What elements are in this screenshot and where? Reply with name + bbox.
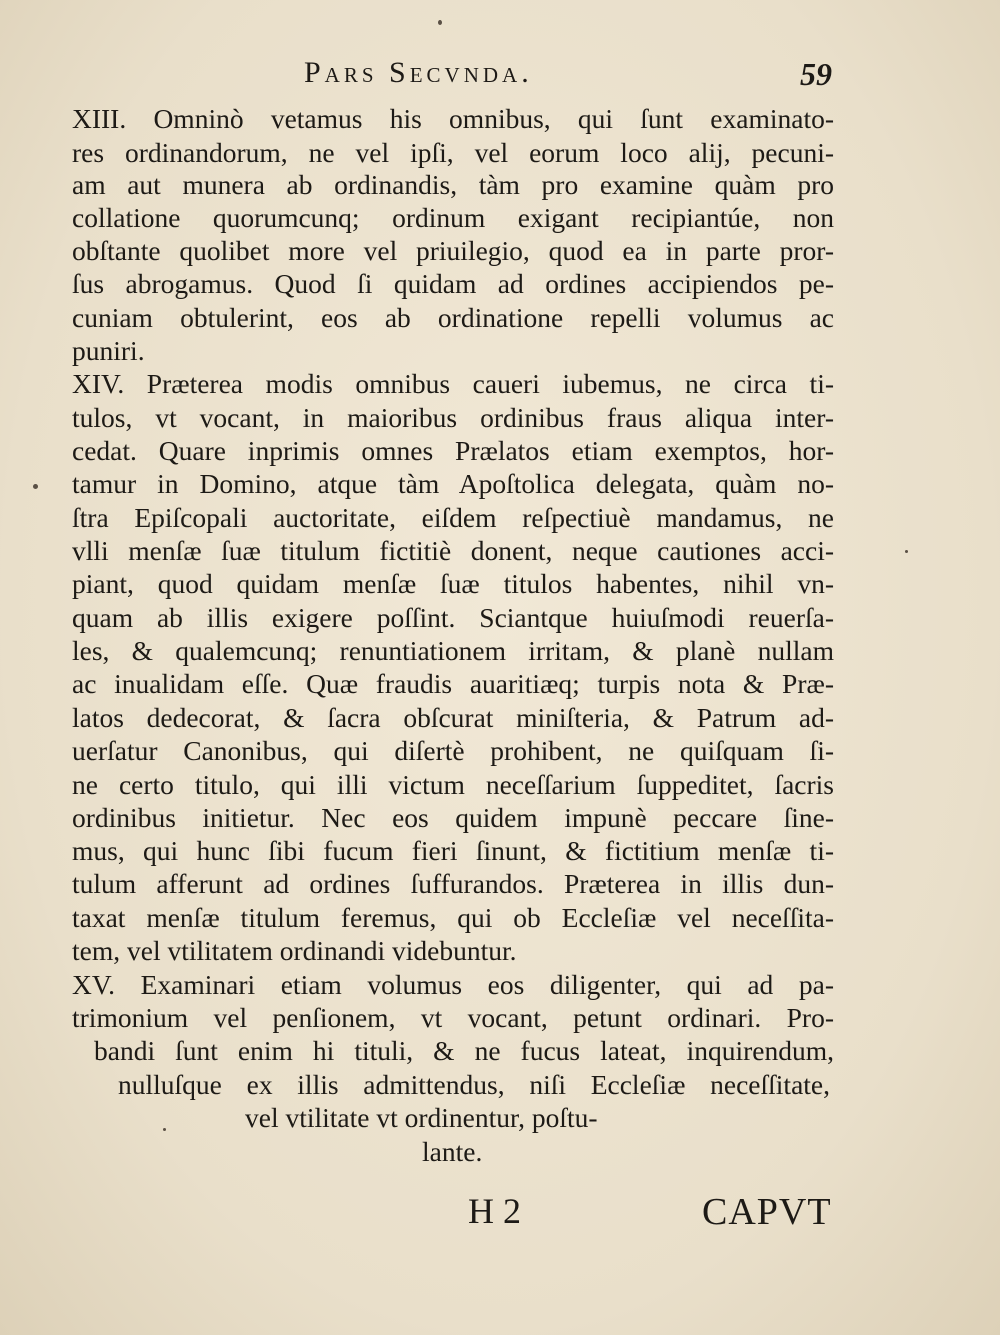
text-line: collatione quorumcunq; ordinum exigant recipiantúe, non bbox=[72, 202, 834, 233]
text-line: tulos, vt vocant, in maioribus ordinibus fraus aliqua inter- bbox=[72, 402, 834, 433]
text-line: ſtra Epiſcopali auctoritate, eiſdem reſpectiuè mandamus, ne bbox=[72, 502, 834, 533]
text-line: am aut munera ab ordinandis, tàm pro examine quàm pro bbox=[72, 169, 834, 200]
text-line: ſus abrogamus. Quod ſi quidam ad ordines accipiendos pe- bbox=[72, 268, 834, 299]
text-line: tem, vel vtilitatem ordinandi videbuntur. bbox=[72, 935, 517, 966]
text-line: tamur in Domino, atque tàm Apoſtolica delegata, quàm no- bbox=[72, 468, 834, 499]
text-line: les, & qualemcunq; renuntiationem irritam, & planè nullam bbox=[72, 635, 834, 666]
text-line: tulum afferunt ad ordines ſuffurandos. Præterea in illis dun- bbox=[72, 868, 834, 899]
ink-speck bbox=[163, 1128, 166, 1131]
text-line: XIII. Omninò vetamus his omnibus, qui ſunt examinato- bbox=[72, 103, 834, 134]
text-line: res ordinandorum, ne vel ipſi, vel eorum loco alij, pecuni- bbox=[72, 137, 834, 168]
text-line: lante. bbox=[422, 1136, 483, 1167]
text-line: mus, qui hunc ſibi fucum fieri ſinunt, & fictitium menſæ ti- bbox=[72, 835, 834, 866]
catchword: CAPVT bbox=[702, 1191, 832, 1233]
text-line: uerſatur Canonibus, qui diſertè prohibent, ne quiſquam ſi- bbox=[72, 735, 834, 766]
text-line: XIV. Præterea modis omnibus caueri iubemus, ne circa ti- bbox=[72, 368, 834, 399]
text-line: cedat. Quare inprimis omnes Prælatos etiam exemptos, hor- bbox=[72, 435, 834, 466]
text-line: trimonium vel penſionem, vt vocant, petunt ordinari. Pro- bbox=[72, 1002, 834, 1033]
ink-speck bbox=[905, 550, 908, 553]
text-line: ne certo titulo, qui illi victum neceſſarium ſuppeditet, ſacris bbox=[72, 769, 834, 800]
text-line: puniri. bbox=[72, 335, 145, 366]
text-line: nulluſque ex illis admittendus, niſi Eccleſiæ neceſſitate, bbox=[118, 1069, 830, 1100]
text-line: taxat menſæ titulum feremus, qui ob Eccleſiæ vel neceſſita- bbox=[72, 902, 834, 933]
text-line: ac inualidam eſſe. Quæ fraudis auaritiæq; turpis nota & Præ- bbox=[72, 668, 834, 699]
signature-mark: H 2 bbox=[468, 1191, 521, 1231]
text-line: vlli menſæ ſuæ titulum fictitiè donent, neque cautiones acci- bbox=[72, 535, 834, 566]
text-line: XV. Examinari etiam volumus eos diligenter, qui ad pa- bbox=[72, 969, 834, 1000]
text-line: bandi ſunt enim hi tituli, & ne fucus lateat, inquirendum, bbox=[94, 1035, 834, 1066]
text-line: quam ab illis exigere poſſint. Sciantque huiuſmodi reuerſa- bbox=[72, 602, 834, 633]
text-line: piant, quod quidam menſæ ſuæ titulos habentes, nihil vn- bbox=[72, 568, 834, 599]
text-line: vel vtilitate vt ordinentur, poſtu- bbox=[245, 1102, 598, 1133]
text-line: latos dedecorat, & ſacra obſcurat miniſteria, & Patrum ad- bbox=[72, 702, 834, 733]
text-line: ordinibus initietur. Nec eos quidem impunè peccare ſine- bbox=[72, 802, 834, 833]
running-head: Pars Secvnda. bbox=[304, 56, 533, 89]
page-number: 59 bbox=[800, 56, 832, 92]
text-line: cuniam obtulerint, eos ab ordinatione repelli volumus ac bbox=[72, 302, 834, 333]
ink-speck bbox=[438, 20, 442, 25]
ink-speck bbox=[33, 484, 38, 489]
text-line: obſtante quolibet more vel priuilegio, quod ea in parte pror- bbox=[72, 235, 834, 266]
page-header bbox=[0, 56, 1000, 96]
